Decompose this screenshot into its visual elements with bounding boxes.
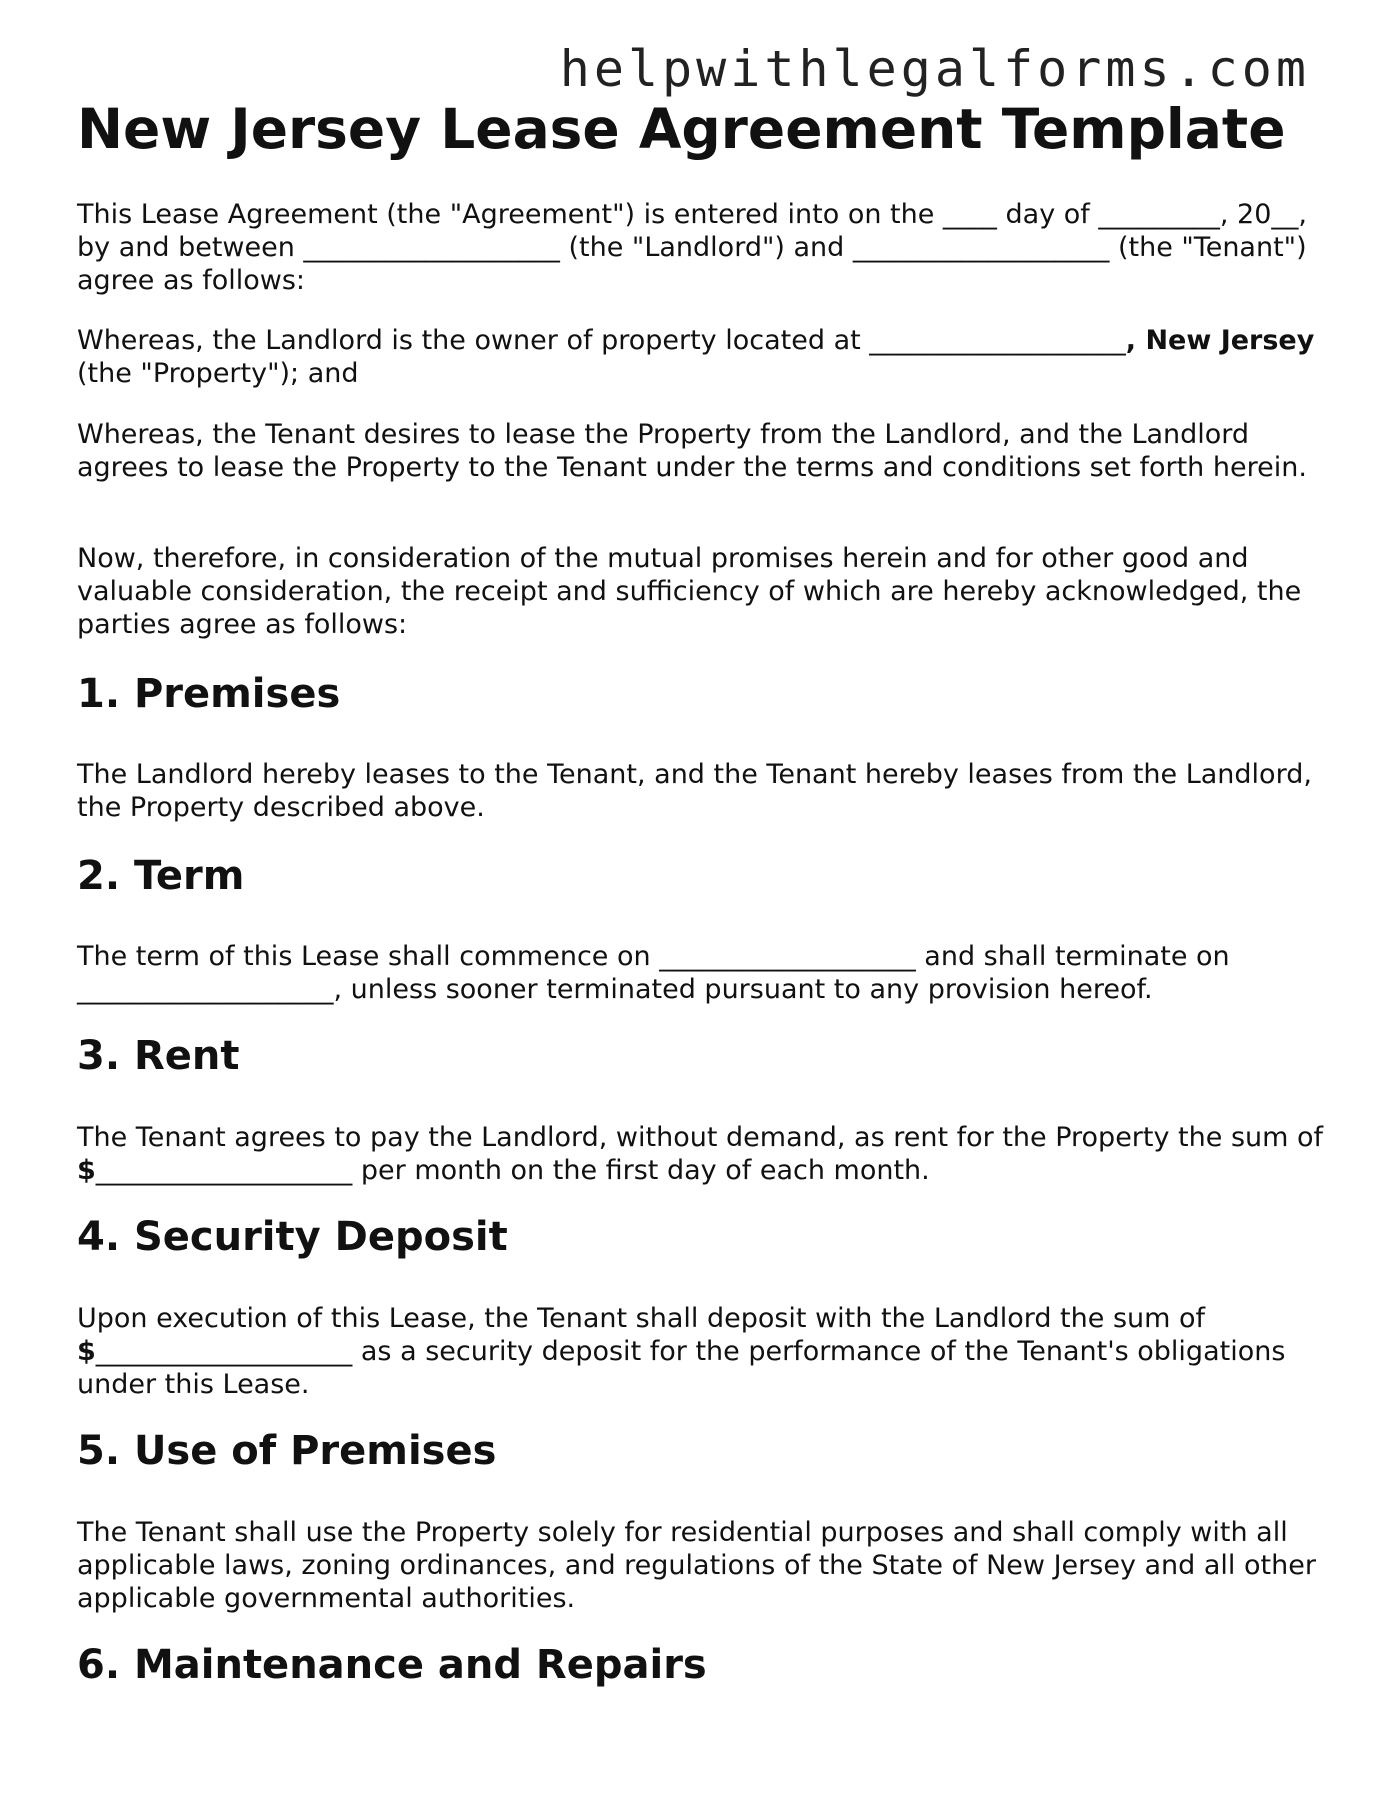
property-text-end: (the "Property"); and [77,358,359,389]
section-heading-rent: 3. Rent [77,1033,240,1079]
document-title: New Jersey Lease Agreement Template [77,97,1286,161]
rent-text-start: The Tenant agrees to pay the Landlord, without demand, as rent for the Property the sum of [77,1122,1324,1153]
deposit-text-start: Upon execution of this Lease, the Tenant shall deposit with the Landlord the sum of [77,1303,1206,1334]
deposit-text-end: ___________________ as a security deposit for the performance of the Tenant's obligations under this Lease. [77,1336,1286,1400]
section-text-rent [77,1121,1327,1187]
whereas-paragraph: Whereas, the Tenant desires to lease the Property from the Landlord, and the Landlord agrees to lease the Property to the Tenant under the terms and conditions set forth herein. [77,419,1307,483]
consideration-paragraph: Now, therefore, in consideration of the mutual promises herein and for other good and valuable consideration, the receipt and sufficiency of which are hereby acknowledged, the parties agree as follows: [77,543,1302,640]
section-heading-maintenance: 6. Maintenance and Repairs [77,1642,707,1688]
section-text-premises: The Landlord hereby leases to the Tenant, and the Tenant hereby leases from the Landlord, the Property described above. [77,759,1312,823]
section-text-term: The term of this Lease shall commence on ___________________ and shall terminate on ___________________, unless sooner terminated pursuant to any provision hereof. [77,941,1230,1005]
rent-text-end: ___________________ per month on the first day of each month. [95,1155,930,1186]
section-heading-deposit: 4. Security Deposit [77,1214,508,1260]
section-heading-use: 5. Use of Premises [77,1428,497,1474]
property-state: , New Jersey [1125,325,1315,356]
deposit-dollar-sign: $ [77,1336,96,1367]
intro-paragraph: This Lease Agreement (the "Agreement") is entered into on the ____ day of _________, 20__, by and between ___________________ (the "Landlord") and ___________________ (the "Tenant") agree as follows: [77,199,1307,296]
rent-dollar-sign: $ [77,1155,96,1186]
section-text-deposit [77,1302,1327,1401]
site-watermark: helpwithlegalforms.com [559,40,1310,98]
property-text-start: Whereas, the Landlord is the owner of property located at ___________________ [77,325,1126,356]
property-paragraph [77,324,1327,390]
section-text-use: The Tenant shall use the Property solely for residential purposes and shall comply with all applicable laws, zoning ordinances, and regulations of the State of New Jersey and all other applicable governmental authorities. [77,1517,1316,1614]
section-heading-premises: 1. Premises [77,671,341,717]
section-heading-term: 2. Term [77,853,245,899]
